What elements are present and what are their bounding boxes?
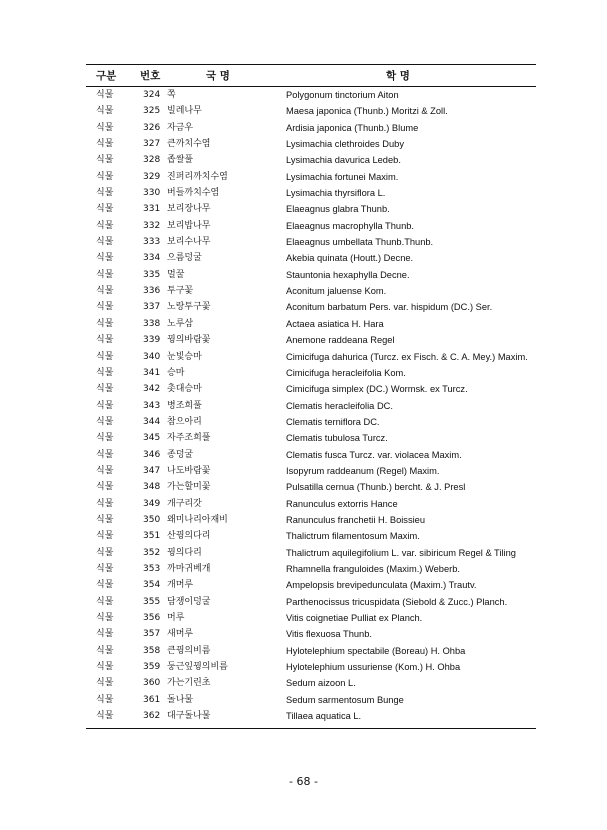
- row-category: 식물: [96, 220, 114, 231]
- row-category: 식물: [96, 711, 114, 722]
- row-category: 식물: [96, 188, 114, 199]
- row-category: 식물: [96, 269, 114, 280]
- row-number: 337: [143, 302, 161, 313]
- row-korean-name: 참으아리: [167, 416, 202, 427]
- row-category: 식물: [96, 465, 114, 476]
- row-korean-name: 버들까치수염: [167, 188, 220, 199]
- table-row: [86, 594, 536, 610]
- table-row: [86, 87, 536, 103]
- row-category: 식물: [96, 400, 114, 411]
- row-category: 식물: [96, 482, 114, 493]
- row-korean-name: 노루삼: [167, 318, 194, 329]
- row-category: 식물: [96, 662, 114, 673]
- row-number: 349: [143, 498, 161, 509]
- row-korean-name: 까마귀베개: [167, 563, 211, 574]
- row-number: 358: [143, 645, 161, 656]
- row-scientific-name: Cimicifuga dahurica (Turcz. ex Fisch. & C. A. Mey.) Maxim.: [286, 351, 528, 362]
- row-korean-name: 개구리갓: [167, 498, 202, 509]
- row-scientific-name: Hylotelephium ussuriense (Kom.) H. Ohba: [286, 662, 461, 673]
- row-category: 식물: [96, 629, 114, 640]
- row-category: 식물: [96, 645, 114, 656]
- table-row: [86, 496, 536, 512]
- table-row: [86, 610, 536, 626]
- table-row: [86, 332, 536, 348]
- table-row: [86, 447, 536, 463]
- table-row: [86, 316, 536, 332]
- row-scientific-name: Ranunculus extorris Hance: [286, 498, 398, 509]
- row-category: 식물: [96, 531, 114, 542]
- species-table: [86, 64, 536, 724]
- row-scientific-name: Thalictrum filamentosum Maxim.: [286, 531, 420, 542]
- row-korean-name: 둥근잎꿩의비름: [167, 662, 228, 673]
- table-row: [86, 512, 536, 528]
- table-row: [86, 675, 536, 691]
- row-korean-name: 꿩의다리: [167, 547, 202, 558]
- row-korean-name: 촛대승마: [167, 384, 202, 395]
- row-scientific-name: Polygonum tinctorium Aiton: [286, 90, 399, 100]
- row-category: 식물: [96, 171, 114, 182]
- row-korean-name: 나도바람꽃: [167, 465, 211, 476]
- row-number: 346: [143, 449, 161, 460]
- row-number: 354: [143, 580, 161, 591]
- row-korean-name: 자주조희풀: [167, 433, 211, 444]
- row-korean-name: 멀꿀: [167, 269, 185, 280]
- row-number: 344: [143, 416, 161, 427]
- row-korean-name: 보리수나무: [167, 237, 211, 248]
- table-row: [86, 103, 536, 119]
- row-category: 식물: [96, 90, 114, 100]
- row-category: 식물: [96, 596, 114, 607]
- row-scientific-name: Elaeagnus glabra Thunb.: [286, 204, 390, 215]
- row-korean-name: 담쟁이덩굴: [167, 596, 211, 607]
- row-korean-name: 좁쌀풀: [167, 155, 194, 166]
- row-scientific-name: Sedum aizoon L.: [286, 678, 356, 689]
- row-scientific-name: Clematis terniflora DC.: [286, 416, 380, 427]
- table-row: [86, 545, 536, 561]
- row-korean-name: 새머루: [167, 629, 194, 640]
- table-row: [86, 692, 536, 708]
- row-category: 식물: [96, 106, 114, 117]
- row-category: 식물: [96, 155, 114, 166]
- row-number: 353: [143, 563, 161, 574]
- table-row: [86, 430, 536, 446]
- row-number: 343: [143, 400, 161, 411]
- row-scientific-name: Stauntonia hexaphylla Decne.: [286, 269, 410, 280]
- row-korean-name: 투구꽃: [167, 286, 194, 297]
- table-row: [86, 479, 536, 495]
- row-number: 338: [143, 318, 161, 329]
- row-category: 식물: [96, 514, 114, 525]
- row-korean-name: 으름덩굴: [167, 253, 202, 264]
- row-number: 352: [143, 547, 161, 558]
- row-number: 361: [143, 694, 161, 705]
- row-number: 333: [143, 237, 161, 248]
- row-korean-name: 왜미나리아재비: [167, 514, 228, 525]
- row-korean-name: 병조희풀: [167, 400, 202, 411]
- row-korean-name: 노랑투구꽃: [167, 302, 211, 313]
- row-korean-name: 보리장나무: [167, 204, 211, 215]
- table-header: [86, 64, 536, 87]
- row-korean-name: 가는할미꽃: [167, 482, 211, 493]
- row-korean-name: 빌레나무: [167, 106, 202, 117]
- row-scientific-name: Hylotelephium spectabile (Boreau) H. Ohba: [286, 645, 466, 656]
- row-scientific-name: Tillaea aquatica L.: [286, 711, 362, 722]
- row-korean-name: 꿩의바람꽃: [167, 335, 211, 346]
- row-category: 식물: [96, 384, 114, 395]
- row-scientific-name: Anemone raddeana Regel: [286, 335, 395, 346]
- table-row: [86, 659, 536, 675]
- row-number: 326: [143, 122, 161, 133]
- row-korean-name: 종덩굴: [167, 449, 194, 460]
- row-korean-name: 보리밥나무: [167, 220, 211, 231]
- row-category: 식물: [96, 563, 114, 574]
- table-row: [86, 349, 536, 365]
- row-scientific-name: Cimicifuga simplex (DC.) Wormsk. ex Turcz.: [286, 384, 468, 395]
- row-category: 식물: [96, 122, 114, 133]
- table-row: [86, 398, 536, 414]
- row-korean-name: 돌나물: [167, 694, 194, 705]
- table-row: [86, 365, 536, 381]
- table-row: [86, 201, 536, 217]
- row-scientific-name: Vitis coignetiae Pulliat ex Planch.: [286, 613, 423, 623]
- row-korean-name: 진퍼리까치수염: [167, 171, 228, 182]
- row-number: 325: [143, 106, 161, 117]
- row-number: 357: [143, 629, 161, 640]
- row-category: 식물: [96, 433, 114, 444]
- row-category: 식물: [96, 302, 114, 313]
- row-number: 359: [143, 662, 161, 673]
- row-korean-name: 큰꿩의비름: [167, 645, 211, 656]
- table-row: [86, 708, 536, 724]
- row-number: 327: [143, 139, 161, 150]
- row-scientific-name: Aconitum barbatum Pers. var. hispidum (DC.) Ser.: [286, 302, 493, 313]
- row-scientific-name: Lysimachia clethroides Duby: [286, 139, 404, 150]
- page-number: - 68 -: [289, 775, 318, 788]
- row-scientific-name: Ardisia japonica (Thunb.) Blume: [286, 122, 419, 133]
- row-korean-name: 산꿩의다리: [167, 531, 211, 542]
- row-number: 332: [143, 220, 161, 231]
- table-row: [86, 152, 536, 168]
- row-scientific-name: Sedum sarmentosum Bunge: [286, 694, 404, 705]
- row-number: 336: [143, 286, 161, 297]
- row-category: 식물: [96, 613, 114, 623]
- table-row: [86, 561, 536, 577]
- row-category: 식물: [96, 335, 114, 346]
- table-row: [86, 626, 536, 642]
- row-number: 330: [143, 188, 161, 199]
- table-body: [86, 87, 536, 724]
- table-row: [86, 267, 536, 283]
- row-number: 331: [143, 204, 161, 215]
- row-scientific-name: Elaeagnus macrophylla Thunb.: [286, 220, 415, 231]
- table-row: [86, 283, 536, 299]
- row-scientific-name: Aconitum jaluense Kom.: [286, 286, 387, 297]
- row-scientific-name: Ranunculus franchetii H. Boissieu: [286, 514, 426, 525]
- row-number: 329: [143, 171, 161, 182]
- row-korean-name: 눈빛승마: [167, 351, 202, 362]
- row-category: 식물: [96, 204, 114, 215]
- row-category: 식물: [96, 139, 114, 150]
- table-row: [86, 136, 536, 152]
- row-number: 339: [143, 335, 161, 346]
- row-scientific-name: Lysimachia davurica Ledeb.: [286, 155, 401, 166]
- row-number: 356: [143, 613, 161, 623]
- table-row: [86, 643, 536, 659]
- row-category: 식물: [96, 449, 114, 460]
- header-scientific-name: 학 명: [386, 70, 410, 82]
- row-category: 식물: [96, 580, 114, 591]
- row-scientific-name: Lysimachia thyrsiflora L.: [286, 188, 386, 199]
- row-korean-name: 승마: [167, 367, 185, 378]
- row-scientific-name: Pulsatilla cernua (Thunb.) bercht. & J. Presl: [286, 482, 466, 493]
- row-category: 식물: [96, 498, 114, 509]
- row-number: 360: [143, 678, 161, 689]
- row-korean-name: 개머루: [167, 580, 194, 591]
- row-scientific-name: Isopyrum raddeanum (Regel) Maxim.: [286, 465, 440, 476]
- row-category: 식물: [96, 237, 114, 248]
- table-bottom-rule: [86, 728, 536, 729]
- row-number: 335: [143, 269, 161, 280]
- row-scientific-name: Rhamnella franguloides (Maxim.) Weberb.: [286, 563, 460, 574]
- table-row: [86, 528, 536, 544]
- table-row: [86, 120, 536, 136]
- row-number: 347: [143, 465, 161, 476]
- row-category: 식물: [96, 694, 114, 705]
- row-scientific-name: Clematis heracleifolia DC.: [286, 400, 393, 411]
- row-category: 식물: [96, 318, 114, 329]
- row-scientific-name: Cimicifuga heracleifolia Kom.: [286, 367, 406, 378]
- table-row: [86, 463, 536, 479]
- row-number: 355: [143, 596, 161, 607]
- row-category: 식물: [96, 416, 114, 427]
- table-row: [86, 381, 536, 397]
- row-number: 350: [143, 514, 161, 525]
- table-row: [86, 185, 536, 201]
- header-korean-name: 국 명: [206, 70, 230, 82]
- row-category: 식물: [96, 367, 114, 378]
- row-scientific-name: Clematis fusca Turcz. var. violacea Maxim.: [286, 449, 462, 460]
- table-row: [86, 414, 536, 430]
- row-number: 342: [143, 384, 161, 395]
- header-category: 구분: [96, 70, 117, 82]
- row-category: 식물: [96, 351, 114, 362]
- row-korean-name: 쪽: [167, 90, 176, 100]
- row-scientific-name: Actaea asiatica H. Hara: [286, 318, 384, 329]
- table-row: [86, 577, 536, 593]
- table-row: [86, 218, 536, 234]
- table-row: [86, 299, 536, 315]
- row-number: 324: [143, 90, 161, 100]
- table-row: [86, 250, 536, 266]
- row-number: 341: [143, 367, 161, 378]
- row-scientific-name: Parthenocissus tricuspidata (Siebold & Zucc.) Planch.: [286, 596, 508, 607]
- row-scientific-name: Vitis flexuosa Thunb.: [286, 629, 372, 640]
- row-korean-name: 머루: [167, 613, 185, 623]
- table-row: [86, 234, 536, 250]
- table-row: [86, 169, 536, 185]
- row-scientific-name: Clematis tubulosa Turcz.: [286, 433, 388, 444]
- row-scientific-name: Akebia quinata (Houtt.) Decne.: [286, 253, 414, 264]
- row-scientific-name: Elaeagnus umbellata Thunb.Thunb.: [286, 237, 434, 248]
- row-korean-name: 자금우: [167, 122, 194, 133]
- row-category: 식물: [96, 253, 114, 264]
- row-scientific-name: Thalictrum aquilegifolium L. var. sibiricum Regel & Tiling: [286, 547, 516, 558]
- header-number: 번호: [140, 70, 161, 82]
- row-number: 345: [143, 433, 161, 444]
- row-scientific-name: Ampelopsis brevipedunculata (Maxim.) Trautv.: [286, 580, 477, 591]
- row-scientific-name: Lysimachia fortunei Maxim.: [286, 171, 399, 182]
- row-category: 식물: [96, 678, 114, 689]
- row-number: 328: [143, 155, 161, 166]
- row-korean-name: 큰까치수염: [167, 139, 211, 150]
- row-category: 식물: [96, 547, 114, 558]
- row-scientific-name: Maesa japonica (Thunb.) Moritzi & Zoll.: [286, 106, 448, 117]
- row-category: 식물: [96, 286, 114, 297]
- row-number: 348: [143, 482, 161, 493]
- row-number: 334: [143, 253, 161, 264]
- row-number: 351: [143, 531, 161, 542]
- row-number: 362: [143, 711, 161, 722]
- row-korean-name: 대구돌나물: [167, 711, 211, 722]
- row-korean-name: 가는기린초: [167, 678, 211, 689]
- row-number: 340: [143, 351, 161, 362]
